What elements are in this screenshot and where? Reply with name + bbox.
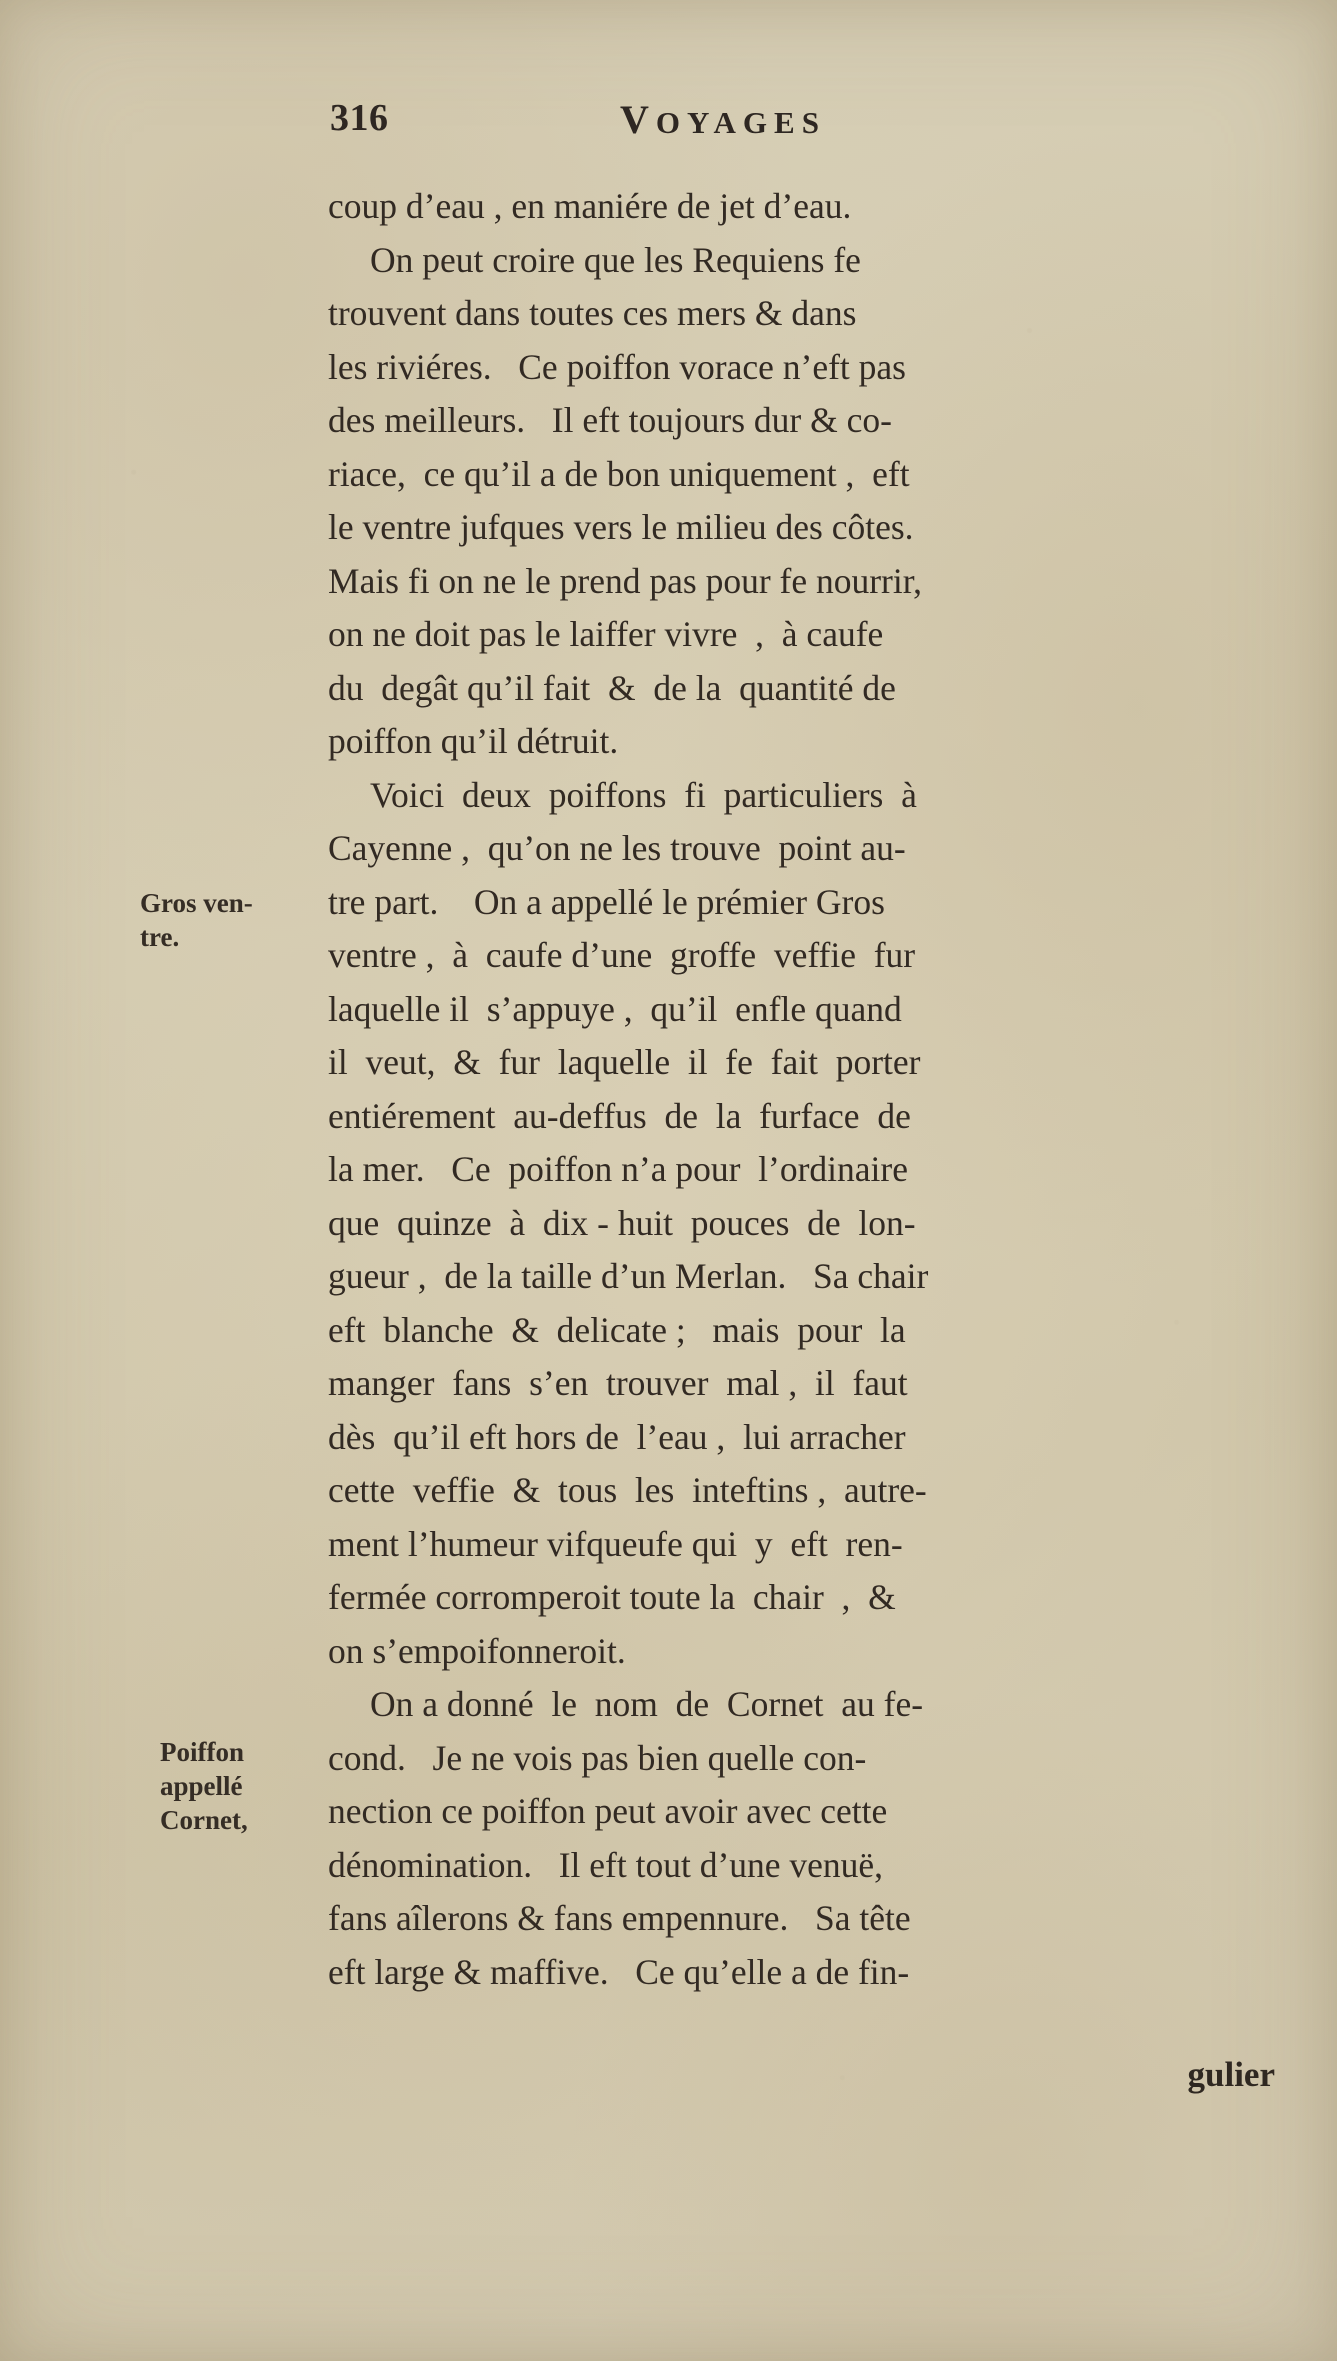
text-line: Cayenne , qu’on ne les trouve point au-	[328, 828, 906, 868]
text-line: ventre , à caufe d’une groffe veffie fur	[328, 935, 916, 975]
running-title-rest: OYAGES	[655, 105, 826, 140]
text-line: entiérement au-deffus de la furface de	[328, 1095, 911, 1136]
text-line: fermée corromperoit toute la chair , &	[328, 1577, 896, 1617]
text-line: les riviéres. Ce poiffon vorace n’eft pas	[328, 346, 906, 387]
text-line: la mer. Ce poiffon n’a pour l’ordinaire	[328, 1149, 908, 1189]
text-line: poiffon qu’il détruit.	[328, 721, 619, 761]
marginal-note-line: Gros ven-	[140, 888, 253, 918]
catchword: gulier	[1187, 2055, 1275, 2094]
text-line	[328, 769, 1283, 823]
text-line: tre part. On a appellé le prémier Gros	[328, 881, 885, 922]
text-line: du degât qu’il fait & de la quantité de	[328, 667, 896, 708]
marginal-note-gros-ventre	[140, 886, 325, 954]
text-line: gueur , de la taille d’un Merlan. Sa chair	[328, 1256, 929, 1296]
text-line: riace, ce qu’il a de bon uniquement , eft	[328, 453, 910, 494]
text-line: eft blanche & delicate ; mais pour la	[328, 1309, 906, 1350]
folio-number: 316	[330, 97, 389, 139]
running-title-initial: V	[620, 97, 656, 142]
text-line-content: Voici deux poiffons fi particuliers à	[370, 774, 917, 815]
text-line: que quinze à dix - huit pouces de lon-	[328, 1202, 916, 1243]
body-text-column	[328, 180, 1283, 1999]
marginal-note-line: appellé	[160, 1771, 243, 1801]
text-line-content: On a donné le nom de Cornet au fe-	[370, 1684, 924, 1724]
marginal-note-line: tre.	[140, 922, 180, 952]
text-line: manger fans s’en trouver mal , il faut	[328, 1363, 908, 1403]
text-line: des meilleurs. Il eft toujours dur & co-	[328, 400, 892, 440]
text-line: Mais fi on ne le prend pas pour fe nourrir,	[328, 560, 923, 601]
running-title	[620, 96, 826, 143]
text-line: dénomination. Il eft tout d’une venuë,	[328, 1844, 884, 1885]
text-line: cette veffie & tous les inteftins , autre-	[328, 1470, 927, 1510]
text-line: ment l’humeur vifqueufe qui y eft ren-	[328, 1523, 903, 1564]
paragraph	[328, 769, 1283, 1679]
text-line: on s’empoifonneroit.	[328, 1630, 626, 1671]
text-line	[328, 1678, 1283, 1732]
text-line: le ventre jufques vers le milieu des côtes.	[328, 507, 914, 547]
text-line: cond. Je ne vois pas bien quelle con-	[328, 1737, 867, 1778]
marginal-note-line: Poiffon	[160, 1737, 244, 1767]
text-line: coup d’eau , en maniére de jet d’eau.	[328, 186, 852, 226]
text-line: eft large & maffive. Ce qu’elle a de fin-	[328, 1951, 910, 1992]
marginal-note-line: Cornet,	[160, 1805, 248, 1835]
text-line: laquelle il s’appuye , qu’il enfle quand	[328, 988, 902, 1029]
text-line-content: On peut croire que les Requiens fe	[370, 239, 861, 280]
page-header	[0, 96, 1337, 150]
text-line: nection ce poiffon peut avoir avec cette	[328, 1791, 888, 1831]
text-line	[328, 234, 1283, 288]
text-line: dès qu’il eft hors de l’eau , lui arracher	[328, 1416, 906, 1457]
marginal-note-poisson-cornet	[160, 1735, 335, 1837]
paragraph	[328, 1678, 1283, 1999]
text-line: on ne doit pas le laiffer vivre , à caufe	[328, 614, 884, 654]
text-line: il veut, & fur laquelle il fe fait porter	[328, 1042, 921, 1082]
paragraph	[328, 234, 1283, 769]
paragraph	[328, 180, 1283, 234]
text-line: trouvent dans toutes ces mers & dans	[328, 293, 857, 333]
text-line: fans aîlerons & fans empennure. Sa tête	[328, 1898, 911, 1938]
